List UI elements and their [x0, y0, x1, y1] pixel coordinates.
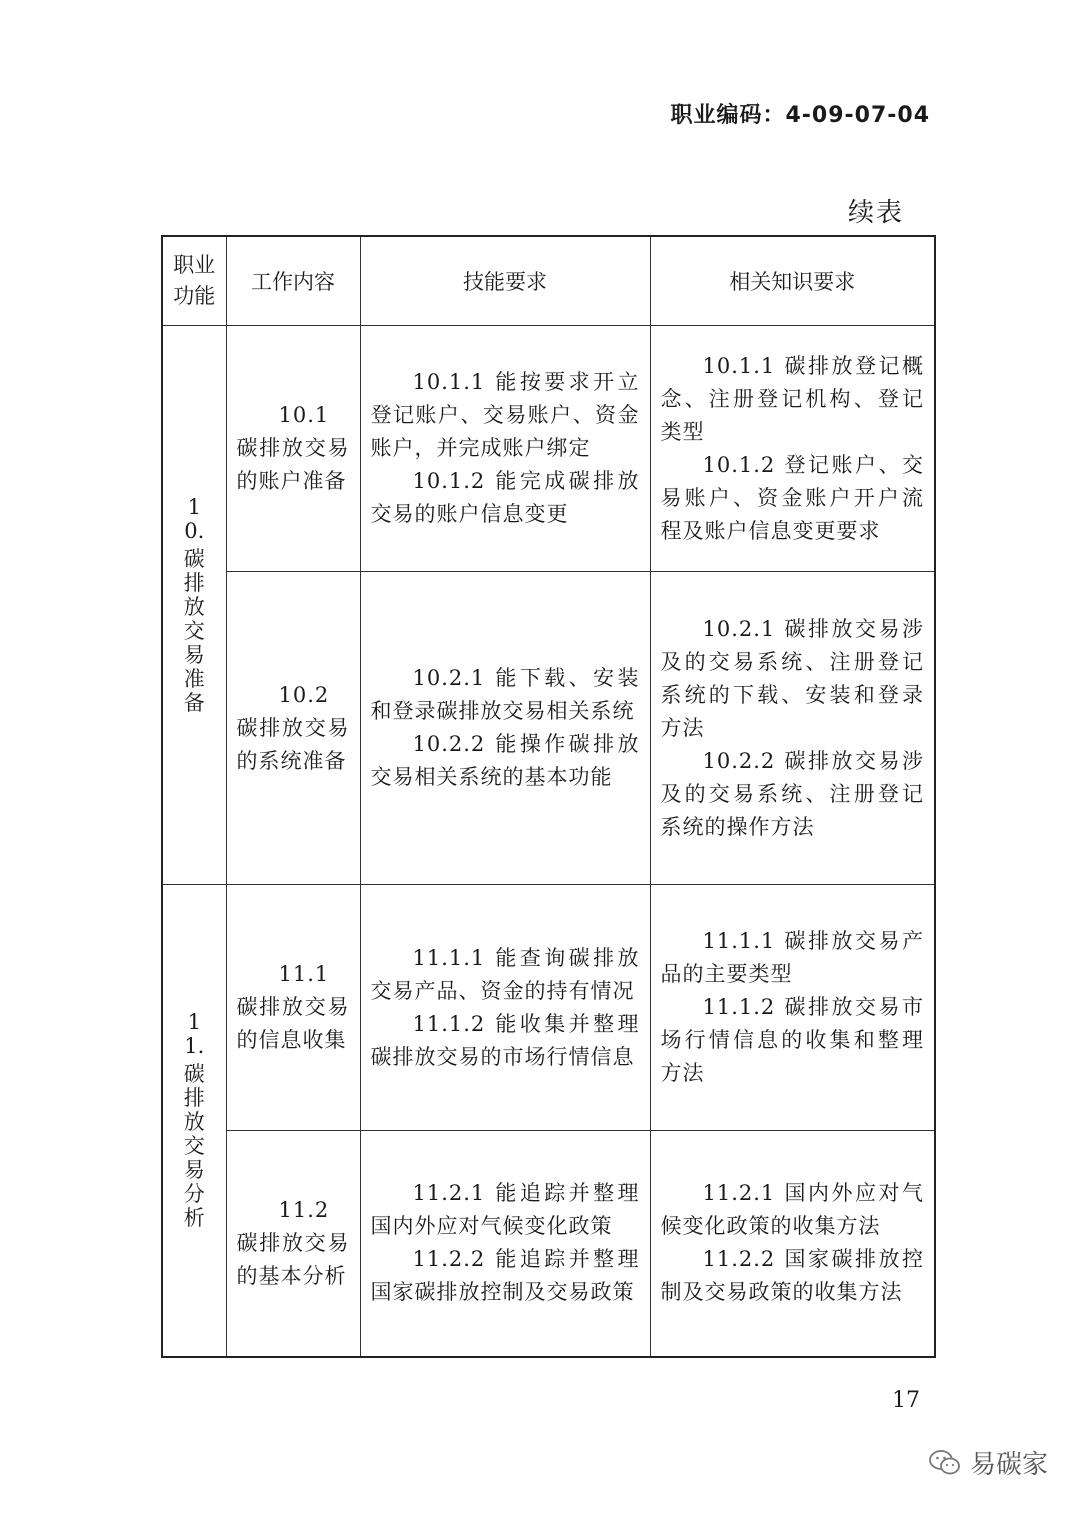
skill-item: 11.2.2 能追踪并整理国家碳排放控制及交易政策 [370, 1247, 640, 1305]
column-header-function: 职业功能 [162, 236, 226, 326]
table-row [162, 572, 935, 885]
knowledge-item: 11.1.1 碳排放交易产品的主要类型 [660, 929, 924, 986]
continued-label: 续表 [847, 198, 904, 228]
wechat-icon [928, 1448, 962, 1478]
work-content-cell: 10.2 碳排放交易的系统准备 [226, 572, 360, 885]
column-header-work: 工作内容 [226, 236, 360, 326]
skills-cell [360, 572, 650, 885]
knowledge-cell [650, 885, 935, 1131]
function-number: 10. [184, 495, 205, 543]
column-header-skills: 技能要求 [360, 236, 650, 326]
function-cell [162, 885, 226, 1357]
knowledge-item: 10.1.1 碳排放登记概念、注册登记机构、登记类型 [660, 353, 924, 444]
knowledge-item: 10.2.2 碳排放交易涉及的交易系统、注册登记系统的操作方法 [660, 748, 924, 839]
skill-item: 11.2.1 能追踪并整理国内外应对气候变化政策 [370, 1181, 640, 1239]
knowledge-item: 10.1.2 登记账户、交易账户、资金账户开户流程及账户信息变更要求 [660, 452, 924, 543]
skills-cell [360, 1131, 650, 1357]
skill-item: 10.1.1 能按要求开立登记账户、交易账户、资金账户，并完成账户绑定 [370, 370, 640, 460]
table-row [162, 326, 935, 572]
table-row [162, 885, 935, 1131]
function-cell [162, 326, 226, 885]
work-content-cell: 11.2 碳排放交易的基本分析 [226, 1131, 360, 1357]
knowledge-cell [650, 572, 935, 885]
skill-item: 11.1.2 能收集并整理碳排放交易的市场行情信息 [370, 1011, 640, 1069]
occupation-code: 职业编码：4-09-07-04 [670, 103, 930, 128]
knowledge-cell [650, 1131, 935, 1357]
function-text: 碳排放交易准备 [183, 547, 205, 715]
work-content-cell: 11.1 碳排放交易的信息收集 [226, 885, 360, 1131]
work-content-cell: 10.1 碳排放交易的账户准备 [226, 326, 360, 572]
skill-item: 10.2.2 能操作碳排放交易相关系统的基本功能 [370, 732, 640, 789]
function-number: 11. [184, 1010, 205, 1059]
skill-item: 10.2.1 能下载、安装和登录碳排放交易相关系统 [370, 666, 640, 723]
page-number: 17 [892, 1388, 920, 1413]
knowledge-item: 10.2.1 碳排放交易涉及的交易系统、注册登记系统的下载、安装和登录方法 [660, 616, 924, 740]
skill-item: 11.1.1 能查询碳排放交易产品、资金的持有情况 [370, 945, 640, 1003]
table-row [162, 1131, 935, 1357]
watermark [928, 1444, 1048, 1481]
skill-item: 10.1.2 能完成碳排放交易的账户信息变更 [370, 469, 640, 526]
function-text: 碳排放交易分析 [183, 1062, 205, 1231]
skills-cell [360, 326, 650, 572]
table-header-row [162, 236, 935, 326]
knowledge-item: 11.2.2 国家碳排放控制及交易政策的收集方法 [660, 1247, 924, 1305]
knowledge-item: 11.1.2 碳排放交易市场行情信息的收集和整理方法 [660, 995, 924, 1085]
knowledge-item: 11.2.1 国内外应对气候变化政策的收集方法 [660, 1181, 924, 1239]
knowledge-cell [650, 326, 935, 572]
skills-table [161, 235, 936, 1358]
column-header-knowledge: 相关知识要求 [650, 236, 935, 326]
skills-cell [360, 885, 650, 1131]
watermark-text: 易碳家 [969, 1450, 1048, 1480]
